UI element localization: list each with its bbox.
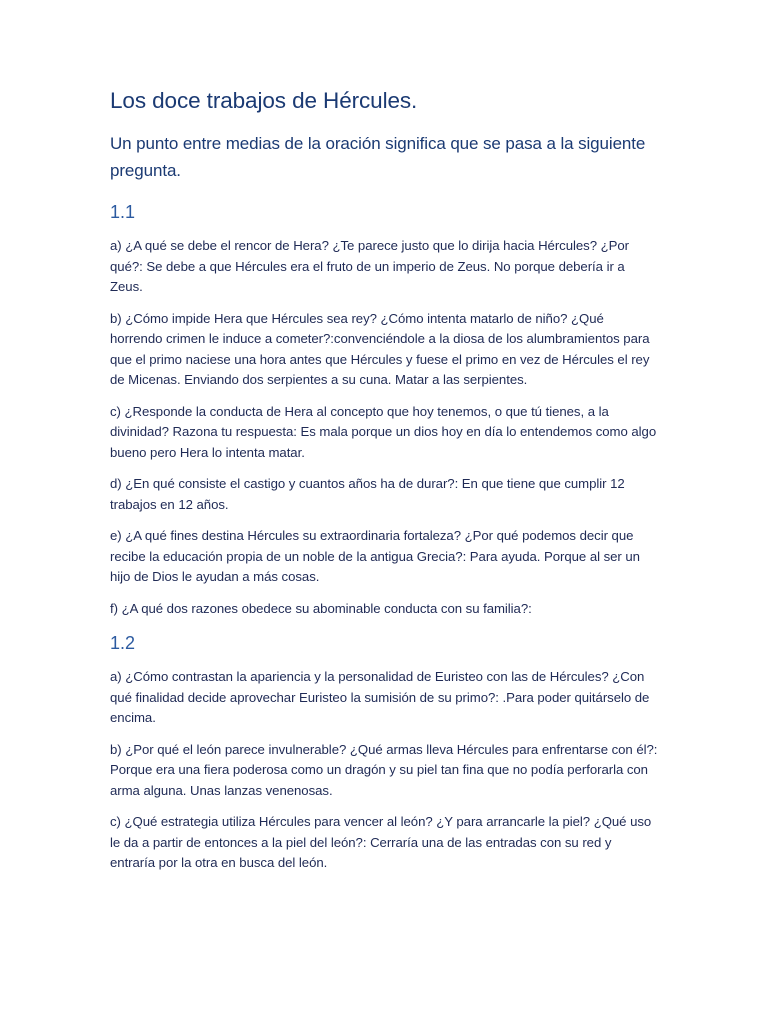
question-answer-c: c) ¿Qué estrategia utiliza Hércules para vencer al león? ¿Y para arrancarle la piel? ¿Qué uso le da a partir de entonces a la piel del león?: Cerraría una de las entradas con su red y entraría por la otra en busca del león. bbox=[110, 814, 652, 870]
document-subtitle: Un punto entre medias de la oración significa que se pasa a la siguiente pregunta. bbox=[110, 134, 646, 180]
section-1-2 bbox=[110, 630, 658, 874]
section-heading: 1.1 bbox=[110, 202, 136, 222]
question-answer-a: a) ¿A qué se debe el rencor de Hera? ¿Te parece justo que lo dirija hacia Hércules? ¿Por qué?: Se debe a que Hércules era el fruto de un imperio de Zeus. No porque debería ir a Zeus. bbox=[110, 238, 629, 294]
question-answer-e: e) ¿A qué fines destina Hércules su extraordinaria fortaleza? ¿Por qué podemos decir que recibe la educación propia de un noble de la antigua Grecia?: Para ayuda. Porque al ser un hijo de Dios le ayudan a más cosas. bbox=[110, 528, 640, 584]
section-1-1 bbox=[110, 199, 658, 619]
document-page bbox=[110, 86, 658, 885]
section-heading: 1.2 bbox=[110, 633, 136, 653]
question-answer-d: d) ¿En qué consiste el castigo y cuantos años ha de durar?: En que tiene que cumplir 12 trabajos en 12 años. bbox=[110, 476, 625, 512]
question-answer-a: a) ¿Cómo contrastan la apariencia y la personalidad de Euristeo con las de Hércules? ¿Con qué finalidad decide aprovechar Euristeo la sumisión de su primo?: .Para poder quitárselo de encima. bbox=[110, 669, 650, 725]
question-answer-c: c) ¿Responde la conducta de Hera al concepto que hoy tenemos, o que tú tienes, a la divinidad? Razona tu respuesta: Es mala porque un dios hoy en día lo entendemos como algo bueno pero Hera lo intenta matar. bbox=[110, 403, 657, 460]
document-title: Los doce trabajos de Hércules. bbox=[110, 88, 418, 113]
question-answer-b: b) ¿Cómo impide Hera que Hércules sea rey? ¿Cómo intenta matarlo de niño? ¿Qué horrendo crimen le induce a cometer?:convenciéndole a la diosa de los alumbramientos para que el primo naciese una hora antes que Hércules y fuese el primo en vez de Hércules el rey de Micenas. Enviando dos serpientes a su cuna. Matar a las serpientes. bbox=[110, 310, 650, 387]
question-answer-f: f) ¿A qué dos razones obedece su abominable conducta con su familia?: bbox=[110, 600, 532, 616]
question-answer-b: b) ¿Por qué el león parece invulnerable? ¿Qué armas lleva Hércules para enfrentarse con él?: Porque era una fiera poderosa como un dragón y su piel tan fina que no podía perforarla con arma alguna. Unas lanzas venenosas. bbox=[110, 741, 658, 798]
